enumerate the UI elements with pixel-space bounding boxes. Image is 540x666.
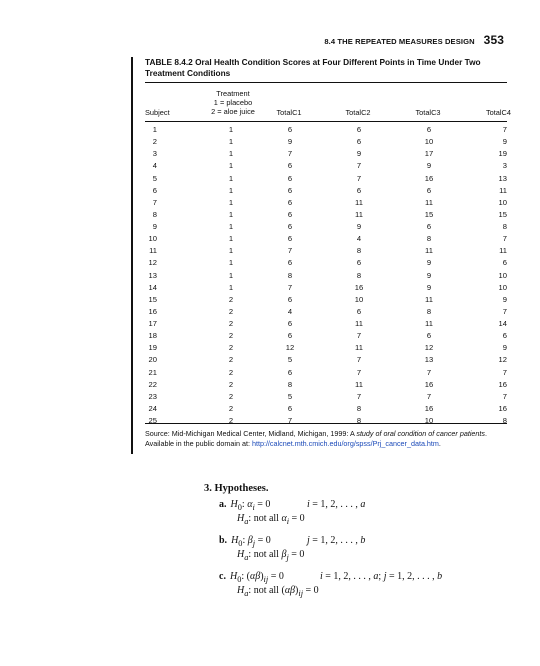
cell-totalc4: 19 [498,149,507,159]
cell-totalc4: 7 [502,391,507,401]
cell-subject: 8 [152,209,157,219]
cell-totalc2: 7 [356,355,362,365]
cell-totalc1: 6 [287,209,293,219]
table-row [145,306,507,318]
cell-totalc3: 11 [425,319,433,328]
cell-totalc3: 11 [425,294,433,304]
header-subject: Subject [145,108,170,117]
cell-totalc3: 9 [426,161,432,171]
cell-totalc4: 11 [499,185,507,195]
header-totalc3: TotalC3 [415,108,441,117]
cell-totalc2: 6 [356,258,362,268]
source-line-2 [145,439,510,449]
cell-totalc3: 12 [424,343,434,353]
cell-totalc1: 6 [287,197,293,207]
table-row [145,415,507,427]
cell-totalc2: 11 [355,209,363,219]
cell-totalc2: 11 [355,343,363,353]
cell-totalc2: 11 [355,319,363,328]
hypothesis-a-alt: $H_a$: not all $\alpha_i = 0$ [237,513,305,526]
cell-subject: 5 [152,173,157,183]
table-header-rule [145,121,507,122]
cell-totalc3: 8 [426,234,432,244]
cell-totalc4: 3 [502,161,507,171]
cell-treatment: 1 [228,234,234,244]
hypothesis-a-null: a. $H_0$: $\alpha_i = 0$ [219,499,271,512]
cell-treatment: 1 [228,246,234,256]
cell-totalc3: 9 [426,258,432,268]
cell-subject: 11 [149,246,157,256]
cell-totalc3: 9 [426,270,432,280]
source-suffix: . [485,429,487,438]
cell-totalc2: 7 [356,173,362,183]
cell-totalc4: 7 [502,306,507,316]
cell-totalc3: 10 [424,416,434,425]
cell-treatment: 2 [228,379,234,389]
hypothesis-a-label: a. [219,499,227,510]
cell-treatment: 2 [228,319,234,328]
cell-totalc3: 17 [424,149,434,159]
cell-totalc2: 10 [354,294,364,304]
hypothesis-c-label: c. [219,571,226,582]
hypothesis-b-index: j = 1, 2, . . . , b [307,535,366,546]
cell-treatment: 1 [228,137,234,147]
cell-totalc2: 7 [356,391,362,401]
cell-totalc4: 15 [498,209,507,219]
cell-totalc1: 8 [287,379,293,389]
cell-subject: 4 [152,161,157,171]
cell-totalc3: 8 [426,306,432,316]
cell-treatment: 1 [228,125,234,134]
cell-totalc1: 5 [287,391,293,401]
not-all-text-b: not all [253,549,279,560]
cell-totalc4: 7 [502,234,507,244]
table-row [145,233,507,245]
hypothesis-a-index: i = 1, 2, . . . , a [307,499,366,510]
cell-totalc1: 6 [287,319,293,328]
cell-totalc2: 6 [356,125,362,134]
cell-totalc4: 16 [498,403,507,413]
table-row [145,318,507,330]
cell-subject: 21 [148,367,157,377]
hypothesis-b-alt: $H_a$: not all $\beta_j = 0$ [237,549,305,562]
table-row [145,330,507,342]
hypothesis-b-label: b. [219,535,228,546]
table-row [145,209,507,221]
cell-totalc3: 6 [426,331,432,341]
table-row [145,173,507,185]
table-row [145,379,507,391]
cell-totalc4: 13 [498,173,507,183]
cell-treatment: 1 [228,258,234,268]
cell-totalc1: 7 [287,416,293,425]
header-totalc2: TotalC2 [345,108,371,117]
cell-totalc3: 10 [424,137,434,147]
cell-subject: 18 [148,331,157,341]
table-row [145,124,507,136]
cell-totalc1: 6 [287,403,293,413]
table-row [145,136,507,148]
header-treatment-line2: 1 = placebo [213,98,253,108]
cell-totalc3: 9 [426,282,432,292]
table-row [145,391,507,403]
cell-totalc4: 9 [502,294,507,304]
cell-treatment: 1 [228,149,234,159]
cell-totalc4: 12 [498,355,507,365]
hypothesis-c-alt: $H_a$: not all $(\alpha\beta)_{ij} = 0$ [237,585,319,598]
cell-treatment: 2 [228,416,234,425]
source-url-suffix: . [438,439,441,449]
cell-totalc2: 16 [354,282,364,292]
table-row [145,221,507,233]
cell-totalc2: 11 [355,197,363,207]
cell-totalc1: 6 [287,258,293,268]
cell-treatment: 1 [228,209,234,219]
hypotheses-heading: 3. Hypotheses. [204,483,269,494]
cell-totalc2: 9 [356,222,362,231]
cell-subject: 17 [148,319,157,328]
cell-totalc4: 11 [499,246,507,256]
cell-totalc1: 6 [287,367,293,377]
header-totalc4: TotalC4 [485,108,511,117]
table-row [145,342,507,354]
cell-totalc4: 10 [498,270,507,280]
cell-subject: 7 [152,197,157,207]
table-caption: TABLE 8.4.2 Oral Health Condition Scores at Four Different Points in Time Under Two Treatment Conditions [145,57,481,78]
cell-treatment: 1 [228,185,234,195]
cell-totalc3: 16 [424,379,434,389]
cell-totalc4: 7 [502,367,507,377]
cell-totalc1: 6 [287,294,293,304]
cell-totalc2: 4 [356,234,362,244]
hypothesis-c-null: c. $H_0$: $(\alpha\beta)_{ij} = 0$ [219,571,284,584]
header-treatment-line1: Treatment [216,89,250,98]
cell-totalc2: 9 [356,149,362,159]
cell-treatment: 2 [228,367,234,377]
cell-totalc2: 8 [356,270,362,280]
cell-totalc1: 6 [287,222,293,231]
cell-totalc1: 4 [287,306,293,316]
cell-totalc1: 8 [287,270,293,280]
cell-subject: 22 [148,379,157,389]
cell-totalc3: 15 [424,209,434,219]
cell-treatment: 1 [228,173,234,183]
source-url-link[interactable]: http://calcnet.mth.cmich.edu/org/spss/Prj_cancer_data.htm [251,439,439,449]
table-row [145,148,507,160]
not-all-text-c: not all [253,585,279,596]
header-treatment [195,89,271,117]
cell-totalc4: 14 [498,319,507,328]
cell-treatment: 1 [228,282,234,292]
source-study-title: study of oral condition of cancer patients [356,429,485,438]
hypothesis-c-index: i = 1, 2, . . . , a; j = 1, 2, . . . , b [320,571,443,582]
table-row [145,367,507,379]
cell-treatment: 2 [228,355,234,365]
cell-subject: 6 [152,185,157,195]
table-row [145,197,507,209]
cell-totalc1: 6 [287,161,293,171]
cell-subject: 15 [148,294,157,304]
cell-subject: 12 [148,258,157,268]
cell-totalc1: 6 [287,331,293,341]
cell-totalc3: 13 [424,355,434,365]
table-row [145,294,507,306]
cell-treatment: 2 [228,403,234,413]
cell-subject: 9 [152,222,157,231]
cell-totalc3: 6 [426,185,432,195]
cell-totalc2: 8 [356,246,362,256]
cell-treatment: 2 [228,306,234,316]
cell-subject: 23 [148,391,157,401]
header-treatment-line3: 2 = aloe juice [211,107,255,117]
cell-treatment: 2 [228,331,234,341]
cell-totalc2: 8 [356,416,362,425]
header-totalc1: TotalC1 [276,108,302,117]
cell-totalc1: 7 [287,282,293,292]
cell-totalc3: 6 [426,125,432,134]
cell-subject: 14 [148,282,157,292]
cell-treatment: 2 [228,343,234,353]
cell-totalc4: 9 [502,343,507,353]
cell-totalc1: 12 [285,343,295,353]
cell-totalc2: 7 [356,331,362,341]
cell-subject: 1 [152,125,157,134]
cell-totalc4: 7 [502,125,507,134]
cell-totalc2: 7 [356,161,362,171]
cell-treatment: 1 [228,270,234,280]
cell-totalc4: 8 [502,222,507,231]
table-row [145,185,507,197]
hypothesis-b-null: b. $H_0$: $\beta_j = 0$ [219,535,271,548]
cell-totalc3: 16 [424,403,434,413]
cell-subject: 13 [148,270,157,280]
cell-totalc1: 6 [287,125,293,134]
cell-totalc1: 6 [287,234,293,244]
table-source [145,429,510,450]
cell-totalc3: 11 [425,197,433,207]
cell-totalc4: 9 [502,137,507,147]
cell-totalc2: 11 [355,379,363,389]
table-top-rule [145,82,507,83]
table-row [145,245,507,257]
table-row [145,257,507,269]
source-line-1 [145,429,510,439]
cell-subject: 24 [148,403,157,413]
table-row [145,270,507,282]
cell-totalc1: 7 [287,246,293,256]
cell-subject: 20 [148,355,157,365]
page-number: 353 [483,33,504,47]
source-prefix: Source: Mid-Michigan Medical Center, Midland, Michigan, 1999: A [145,429,357,438]
cell-totalc2: 6 [356,306,362,316]
caption-rule-vertical [131,57,133,454]
cell-totalc4: 6 [502,331,507,341]
cell-totalc4: 10 [498,282,507,292]
cell-treatment: 1 [228,222,234,231]
cell-totalc3: 7 [426,391,432,401]
section-title: 8.4 THE REPEATED MEASURES DESIGN [324,37,475,46]
cell-totalc4: 8 [502,416,507,425]
cell-totalc2: 7 [356,367,362,377]
source-availability: Available in the public domain at: [145,439,252,449]
cell-totalc4: 6 [502,258,507,268]
cell-totalc4: 16 [498,379,507,389]
cell-subject: 25 [148,416,157,425]
cell-subject: 10 [148,234,157,244]
cell-totalc4: 10 [498,197,507,207]
table-row [145,160,507,172]
cell-totalc1: 5 [287,355,293,365]
cell-totalc2: 6 [356,137,362,147]
not-all-text-a: not all [253,513,279,524]
running-head [324,33,504,47]
cell-totalc3: 6 [426,222,432,231]
cell-treatment: 2 [228,391,234,401]
cell-treatment: 2 [228,294,234,304]
cell-subject: 19 [148,343,157,353]
cell-totalc3: 16 [424,173,434,183]
table-row [145,354,507,366]
cell-subject: 16 [148,306,157,316]
cell-totalc1: 6 [287,185,293,195]
cell-totalc2: 6 [356,185,362,195]
table-row [145,403,507,415]
cell-treatment: 1 [228,197,234,207]
cell-subject: 2 [152,137,157,147]
cell-totalc3: 11 [425,246,433,256]
cell-totalc2: 8 [356,403,362,413]
cell-totalc1: 6 [287,173,293,183]
cell-totalc3: 7 [426,367,432,377]
cell-treatment: 1 [228,161,234,171]
cell-totalc1: 9 [287,137,293,147]
cell-subject: 3 [152,149,157,159]
table-row [145,282,507,294]
cell-totalc1: 7 [287,149,293,159]
table-body [145,124,507,427]
